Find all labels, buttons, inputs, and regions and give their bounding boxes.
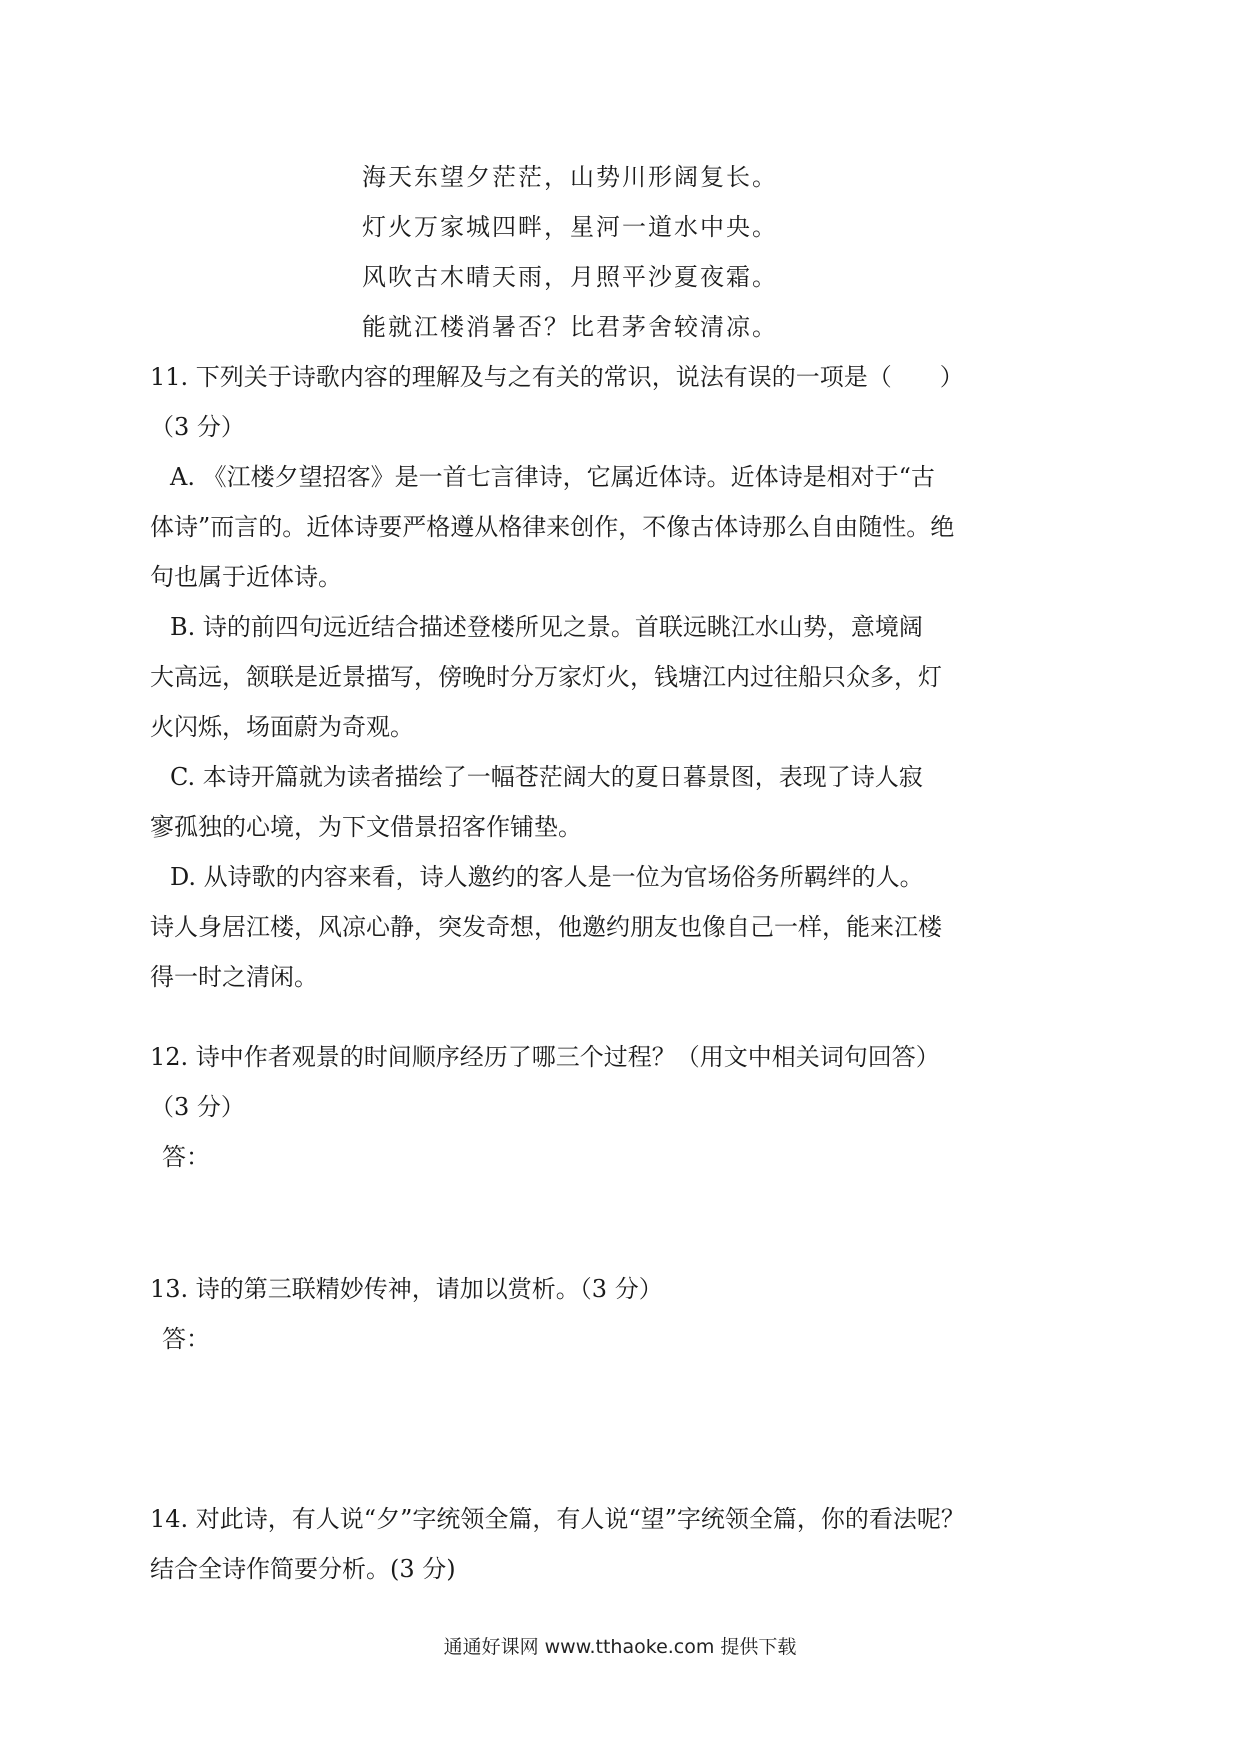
poem (362, 152, 778, 352)
question-score: （3 分） (150, 413, 245, 441)
question-stem-cont: 结合全诗作简要分析。(3 分) (150, 1555, 456, 1583)
option-b-cont: 大高远，颔联是近景描写，傍晚时分万家灯火，钱塘江内过往船只众多，灯 (150, 663, 942, 691)
option-b-cont: 火闪烁，场面蔚为奇观。 (150, 713, 414, 741)
question-stem: 11. 下列关于诗歌内容的理解及与之有关的常识，说法有误的一项是（ ） (150, 363, 964, 391)
question-score: （3 分） (150, 1093, 245, 1121)
question-13 (150, 1264, 980, 1364)
footer-credit: 通通好课网 www.tthaoke.com 提供下载 (443, 1636, 797, 1658)
option-d-cont: 诗人身居江楼，风凉心静，突发奇想，他邀约朋友也像自己一样，能来江楼 (150, 913, 942, 941)
option-c: C. 本诗开篇就为读者描绘了一幅苍茫阔大的夏日暮景图，表现了诗人寂 (170, 763, 923, 791)
question-14 (150, 1494, 980, 1594)
option-b: B. 诗的前四句远近结合描述登楼所见之景。首联远眺江水山势，意境阔 (170, 613, 923, 641)
answer-label: 答： (162, 1325, 210, 1353)
question-stem: 12. 诗中作者观景的时间顺序经历了哪三个过程？（用文中相关词句回答） (150, 1043, 940, 1071)
option-d-cont: 得一时之清闲。 (150, 963, 318, 991)
question-11 (150, 352, 980, 1002)
option-d: D. 从诗歌的内容来看，诗人邀约的客人是一位为官场俗务所羁绊的人。 (170, 863, 924, 891)
option-c-cont: 寥孤独的心境，为下文借景招客作铺垫。 (150, 813, 582, 841)
question-stem: 14. 对此诗，有人说“夕”字统领全篇，有人说“望”字统领全篇，你的看法呢？ (150, 1505, 965, 1533)
option-a-cont: 句也属于近体诗。 (150, 563, 342, 591)
poem-line: 风吹古木晴天雨，月照平沙夏夜霜。 (362, 263, 778, 291)
option-a: A. 《江楼夕望招客》是一首七言律诗，它属近体诗。近体诗是相对于“古 (170, 463, 935, 491)
answer-label: 答： (162, 1143, 210, 1171)
option-a-cont: 体诗”而言的。近体诗要严格遵从格律来创作，不像古体诗那么自由随性。绝 (150, 513, 955, 541)
poem-line: 灯火万家城四畔，星河一道水中央。 (362, 213, 778, 241)
poem-line: 海天东望夕茫茫，山势川形阔复长。 (362, 163, 778, 191)
poem-line: 能就江楼消暑否？比君茅舍较清凉。 (362, 313, 778, 341)
question-stem: 13. 诗的第三联精妙传神，请加以赏析。（3 分） (150, 1275, 663, 1303)
question-12 (150, 1032, 980, 1182)
